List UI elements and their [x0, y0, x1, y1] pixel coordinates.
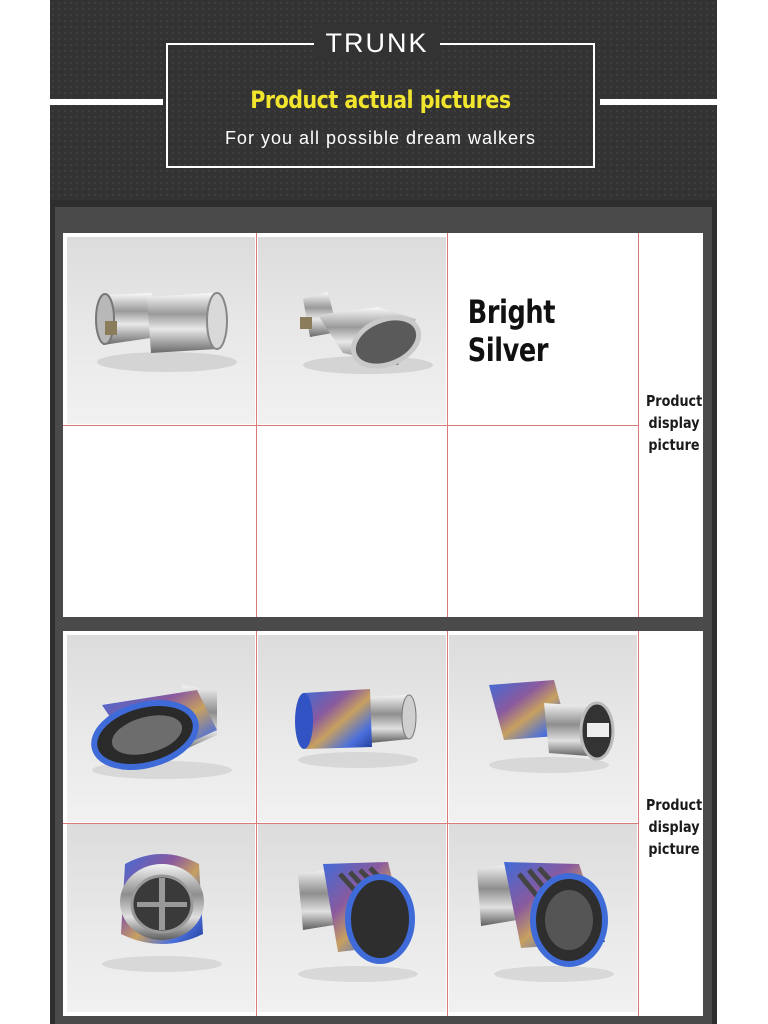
side-label	[646, 794, 702, 860]
bright-silver-cell	[449, 237, 637, 424]
blue-tip-slotted-angle-photo	[449, 824, 637, 1012]
side-label	[646, 390, 702, 456]
brand-title: TRUNK	[325, 28, 429, 58]
blue-tip-inlet-photo	[67, 824, 255, 1012]
grid-line-h1	[63, 425, 638, 426]
blue-tip-front-photo	[67, 635, 255, 822]
brand-wrap	[314, 26, 440, 60]
header-rule-left	[50, 99, 163, 105]
blue-tip-side-photo	[258, 635, 446, 822]
blue-product-panel	[63, 631, 703, 1016]
color-label: Bright Silver	[467, 292, 556, 369]
blue-tip-slotted-photo	[258, 824, 446, 1012]
header-rule-right	[600, 99, 717, 105]
silver-product-panel	[63, 233, 703, 617]
grid-line-v3	[638, 631, 639, 1016]
header-banner	[50, 0, 717, 200]
side-label-line: Product	[645, 392, 703, 410]
subline: For you all possible dream walkers	[224, 128, 537, 148]
side-label-line: picture	[648, 840, 700, 858]
silver-tip-side-photo	[67, 237, 255, 424]
grid-line-h1	[63, 823, 638, 824]
silver-tip-angle-photo	[258, 237, 446, 424]
side-label-line: display	[648, 818, 700, 836]
side-label-line: display	[648, 414, 700, 432]
product-detail-page	[50, 0, 717, 1024]
side-label-line: Product	[645, 796, 703, 814]
grid-line-v3	[638, 233, 639, 617]
blue-tip-rear-photo	[449, 635, 637, 822]
tagline: Product actual pictures	[250, 86, 511, 114]
side-label-line: picture	[648, 436, 700, 454]
